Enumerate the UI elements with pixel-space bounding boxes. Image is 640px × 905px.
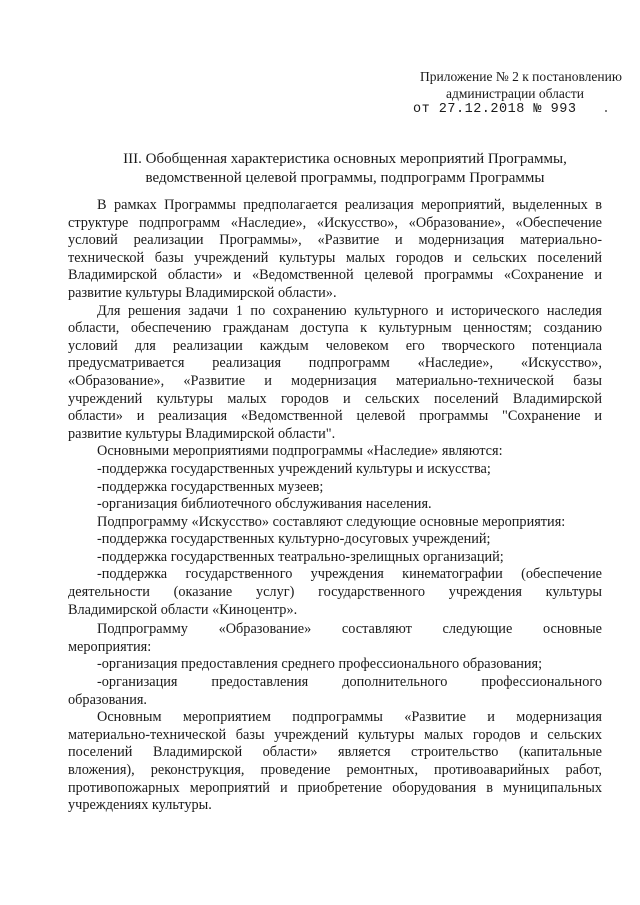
body-line: Владимирской области» и «Ведомственной целевой программы «Сохранение и (68, 267, 602, 284)
resolution-date-number: от 27.12.2018 № 993 (413, 102, 577, 117)
body-line: области, обеспечению гражданам доступа к культурным ценностям; созданию (68, 320, 602, 337)
body-line: вложения), реконструкция, проведение ремонтных, противоаварийных работ, (68, 762, 602, 778)
section-body (68, 197, 602, 815)
section-title (120, 150, 570, 188)
body-line: материально-технической базы учреждений культуры малых городов и сельских (68, 726, 602, 743)
body-line: мероприятия: (68, 638, 152, 655)
body-line: учреждений культуры малых городов и сельских поселений Владимирской (68, 390, 602, 407)
appendix-header (420, 68, 622, 102)
body-line: предусматривается реализация подпрограмм «Наследие», «Искусство», (68, 355, 602, 372)
body-line: -поддержка государственных театрально-зрелищных организаций; (97, 548, 504, 565)
scan-dot-mark (605, 110, 607, 112)
body-line: структуре подпрограмм «Наследие», «Искусство», «Образование», «Обеспечение (68, 214, 602, 231)
body-line: условий реализации Программы», «Развитие и модернизация материально- (68, 232, 602, 249)
body-line: В рамках Программы предполагается реализация мероприятий, выделенных в (97, 197, 602, 213)
body-line: Подпрограмму «Искусство» составляют следующие основные мероприятия: (97, 513, 566, 530)
section-title-line-2: ведомственной целевой программы, подпрограмм Программы (145, 170, 545, 186)
body-line: -организация предоставления среднего профессионального образования; (97, 656, 543, 673)
body-line: -организация библиотечного обслуживания населения. (97, 496, 432, 513)
body-line: -поддержка государственных учреждений культуры и искусства; (97, 460, 491, 477)
body-line: Основными мероприятиями подпрограммы «Наследие» являются: (97, 443, 503, 460)
body-line: технической базы учреждений культуры малых городов и сельских поселений (68, 249, 602, 266)
body-line: развитие культуры Владимирской области". (68, 425, 336, 442)
body-line: -организация предоставления дополнительного профессионального (97, 674, 602, 691)
body-line: Для решения задачи 1 по сохранению культурного и исторического наследия (97, 302, 602, 319)
body-line: -поддержка государственного учреждения кинематографии (обеспечение (97, 566, 602, 583)
body-line: Основным мероприятием подпрограммы «Развитие и модернизация (97, 709, 602, 726)
body-line: -поддержка государственных культурно-досуговых учреждений; (97, 531, 491, 548)
body-line: учреждениях культуры. (68, 797, 212, 814)
body-line: противопожарных мероприятий и приобретение оборудования в муниципальных (68, 779, 602, 796)
appendix-line-1: Приложение № 2 к постановлению (420, 69, 622, 84)
body-line: деятельности (оказание услуг) государственного учреждения культуры (68, 584, 602, 601)
body-line: -поддержка государственных музеев; (97, 478, 324, 495)
body-line: развитие культуры Владимирской области». (68, 284, 337, 301)
section-title-line-1: III. Обобщенная характеристика основных мероприятий Программы, (123, 151, 567, 167)
appendix-line-2: администрации области (445, 86, 585, 101)
body-line: образования. (68, 691, 147, 708)
body-line: условий для реализации каждым человеком его творческого потенциала (68, 337, 602, 354)
body-line: поселений Владимирской области» является строительство (капитальные (68, 744, 602, 761)
body-line: области» и реализация «Ведомственной целевой программы "Сохранение и (68, 408, 602, 425)
body-line: Подпрограмму «Образование» составляют следующие основные (97, 621, 602, 638)
body-line: «Образование», «Развитие и модернизация материально-технической базы (68, 372, 602, 389)
body-line: Владимирской области «Киноцентр». (68, 601, 298, 618)
